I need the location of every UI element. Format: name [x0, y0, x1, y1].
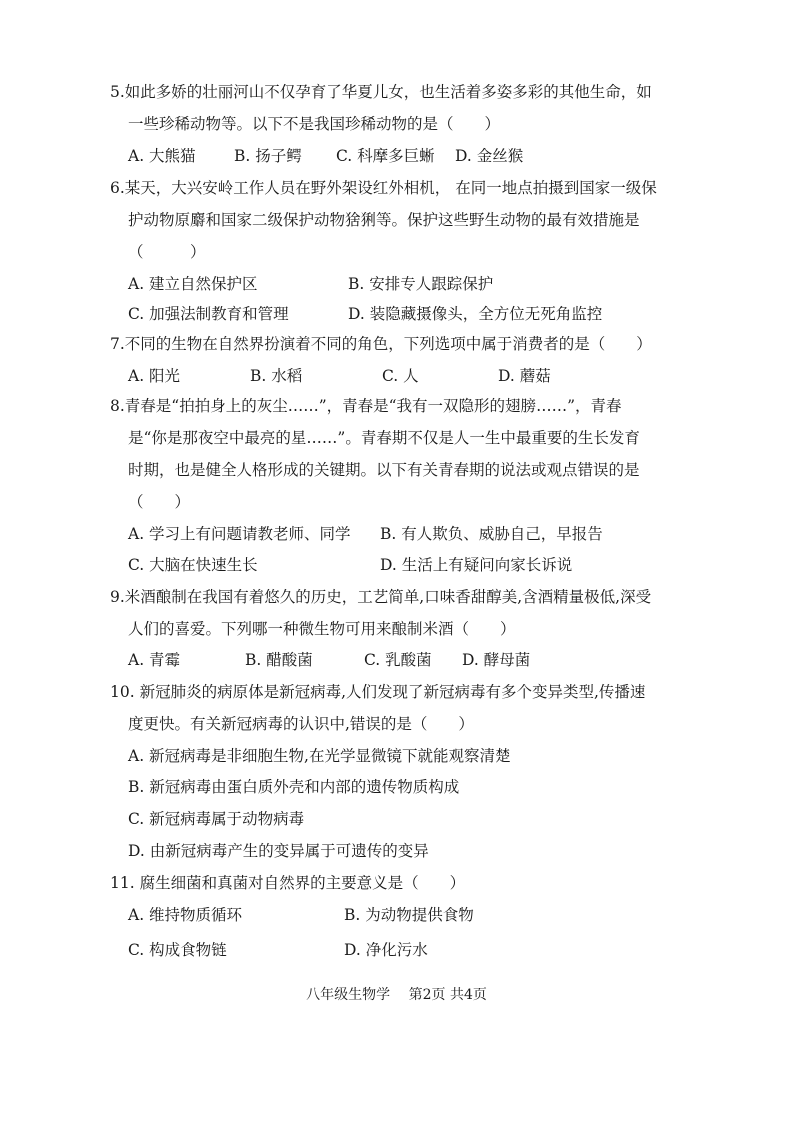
q6-option-a: A. 建立自然保护区	[128, 275, 258, 293]
q6-line-1: 6.某天，大兴安岭工作人员在野外架设红外相机， 在同一地点拍摄到国家一级保	[110, 179, 657, 197]
q8-line-2: 是“你是那夜空中最亮的星……”。青春期不仅是人一生中最重要的生长发育	[128, 429, 640, 447]
q6-line-2: 护动物原麝和国家二级保护动物猞猁等。保护这些野生动物的最有效措施是	[128, 211, 640, 229]
q5-option-c: C. 科摩多巨蜥	[336, 147, 435, 165]
q5-line-2: 一些珍稀动物等。以下不是我国珍稀动物的是（ ）	[128, 115, 501, 133]
q8-option-c: C. 大脑在快速生长	[128, 556, 258, 574]
q11-line-1: 11. 腐生细菌和真菌对自然界的主要意义是（ ）	[110, 874, 466, 892]
q8-line-4: （ ）	[128, 493, 191, 511]
q8-line-3: 时期，也是健全人格形成的关键期。以下有关青春期的说法或观点错误的是	[128, 461, 640, 479]
q10-option-c: C. 新冠病毒属于动物病毒	[128, 810, 305, 828]
q8-line-1: 8.青春是“拍拍身上的灰尘……”，青春是“我有一双隐形的翅膀……”，青春	[110, 397, 622, 415]
q8-option-b: B. 有人欺负、威胁自己，早报告	[380, 525, 603, 543]
q11-option-a: A. 维持物质循环	[128, 906, 243, 924]
q9-line-1: 9.米酒酿制在我国有着悠久的历史，工艺简单,口味香甜醇美,含酒精量极低,深受	[110, 588, 652, 606]
q5-option-b: B. 扬子鳄	[234, 147, 302, 165]
q5-option-a: A. 大熊猫	[128, 147, 196, 165]
q9-line-2: 人们的喜爱。下列哪一种微生物可用来酿制米酒（ ）	[128, 620, 516, 638]
q10-option-d: D. 由新冠病毒产生的变异属于可遗传的变异	[128, 842, 429, 860]
q9-option-b: B. 醋酸菌	[245, 651, 313, 669]
q10-option-b: B. 新冠病毒由蛋白质外壳和内部的遗传物质构成	[128, 778, 460, 796]
q10-option-a: A. 新冠病毒是非细胞生物,在光学显微镜下就能观察清楚	[128, 747, 511, 765]
q6-option-c: C. 加强法制教育和管理	[128, 305, 289, 323]
q10-line-2: 度更快。有关新冠病毒的认识中,错误的是（ ）	[128, 715, 474, 733]
q11-option-c: C. 构成食物链	[128, 941, 227, 959]
q6-option-d: D. 装隐藏摄像头，全方位无死角监控	[348, 305, 603, 323]
q7-option-a: A. 阳光	[128, 367, 181, 385]
q7-option-c: C. 人	[382, 367, 419, 385]
page-footer: 八年级生物学 第2页 共4页	[306, 987, 487, 1003]
q9-option-a: A. 青霉	[128, 651, 181, 669]
q6-option-b: B. 安排专人跟踪保护	[348, 275, 494, 293]
q7-option-b: B. 水稻	[250, 367, 303, 385]
q6-line-3: （ ）	[128, 243, 206, 261]
q11-option-b: B. 为动物提供食物	[344, 906, 474, 924]
q5-line-1: 5.如此多娇的壮丽河山不仅孕育了华夏儿女，也生活着多姿多彩的其他生命，如	[110, 83, 652, 101]
q8-option-d: D. 生活上有疑问向家长诉说	[380, 556, 573, 574]
q11-option-d: D. 净化污水	[344, 941, 428, 959]
q9-option-d: D. 酵母菌	[462, 651, 531, 669]
q9-option-c: C. 乳酸菌	[364, 651, 432, 669]
q10-line-1: 10. 新冠肺炎的病原体是新冠病毒,人们发现了新冠病毒有多个变异类型,传播速	[110, 683, 646, 701]
q8-option-a: A. 学习上有问题请教老师、同学	[128, 525, 351, 543]
q5-option-d: D. 金丝猴	[455, 147, 524, 165]
q7-option-d: D. 蘑菇	[498, 367, 551, 385]
q7-line-1: 7.不同的生物在自然界扮演着不同的角色，下列选项中属于消费者的是（ ）	[110, 335, 652, 353]
